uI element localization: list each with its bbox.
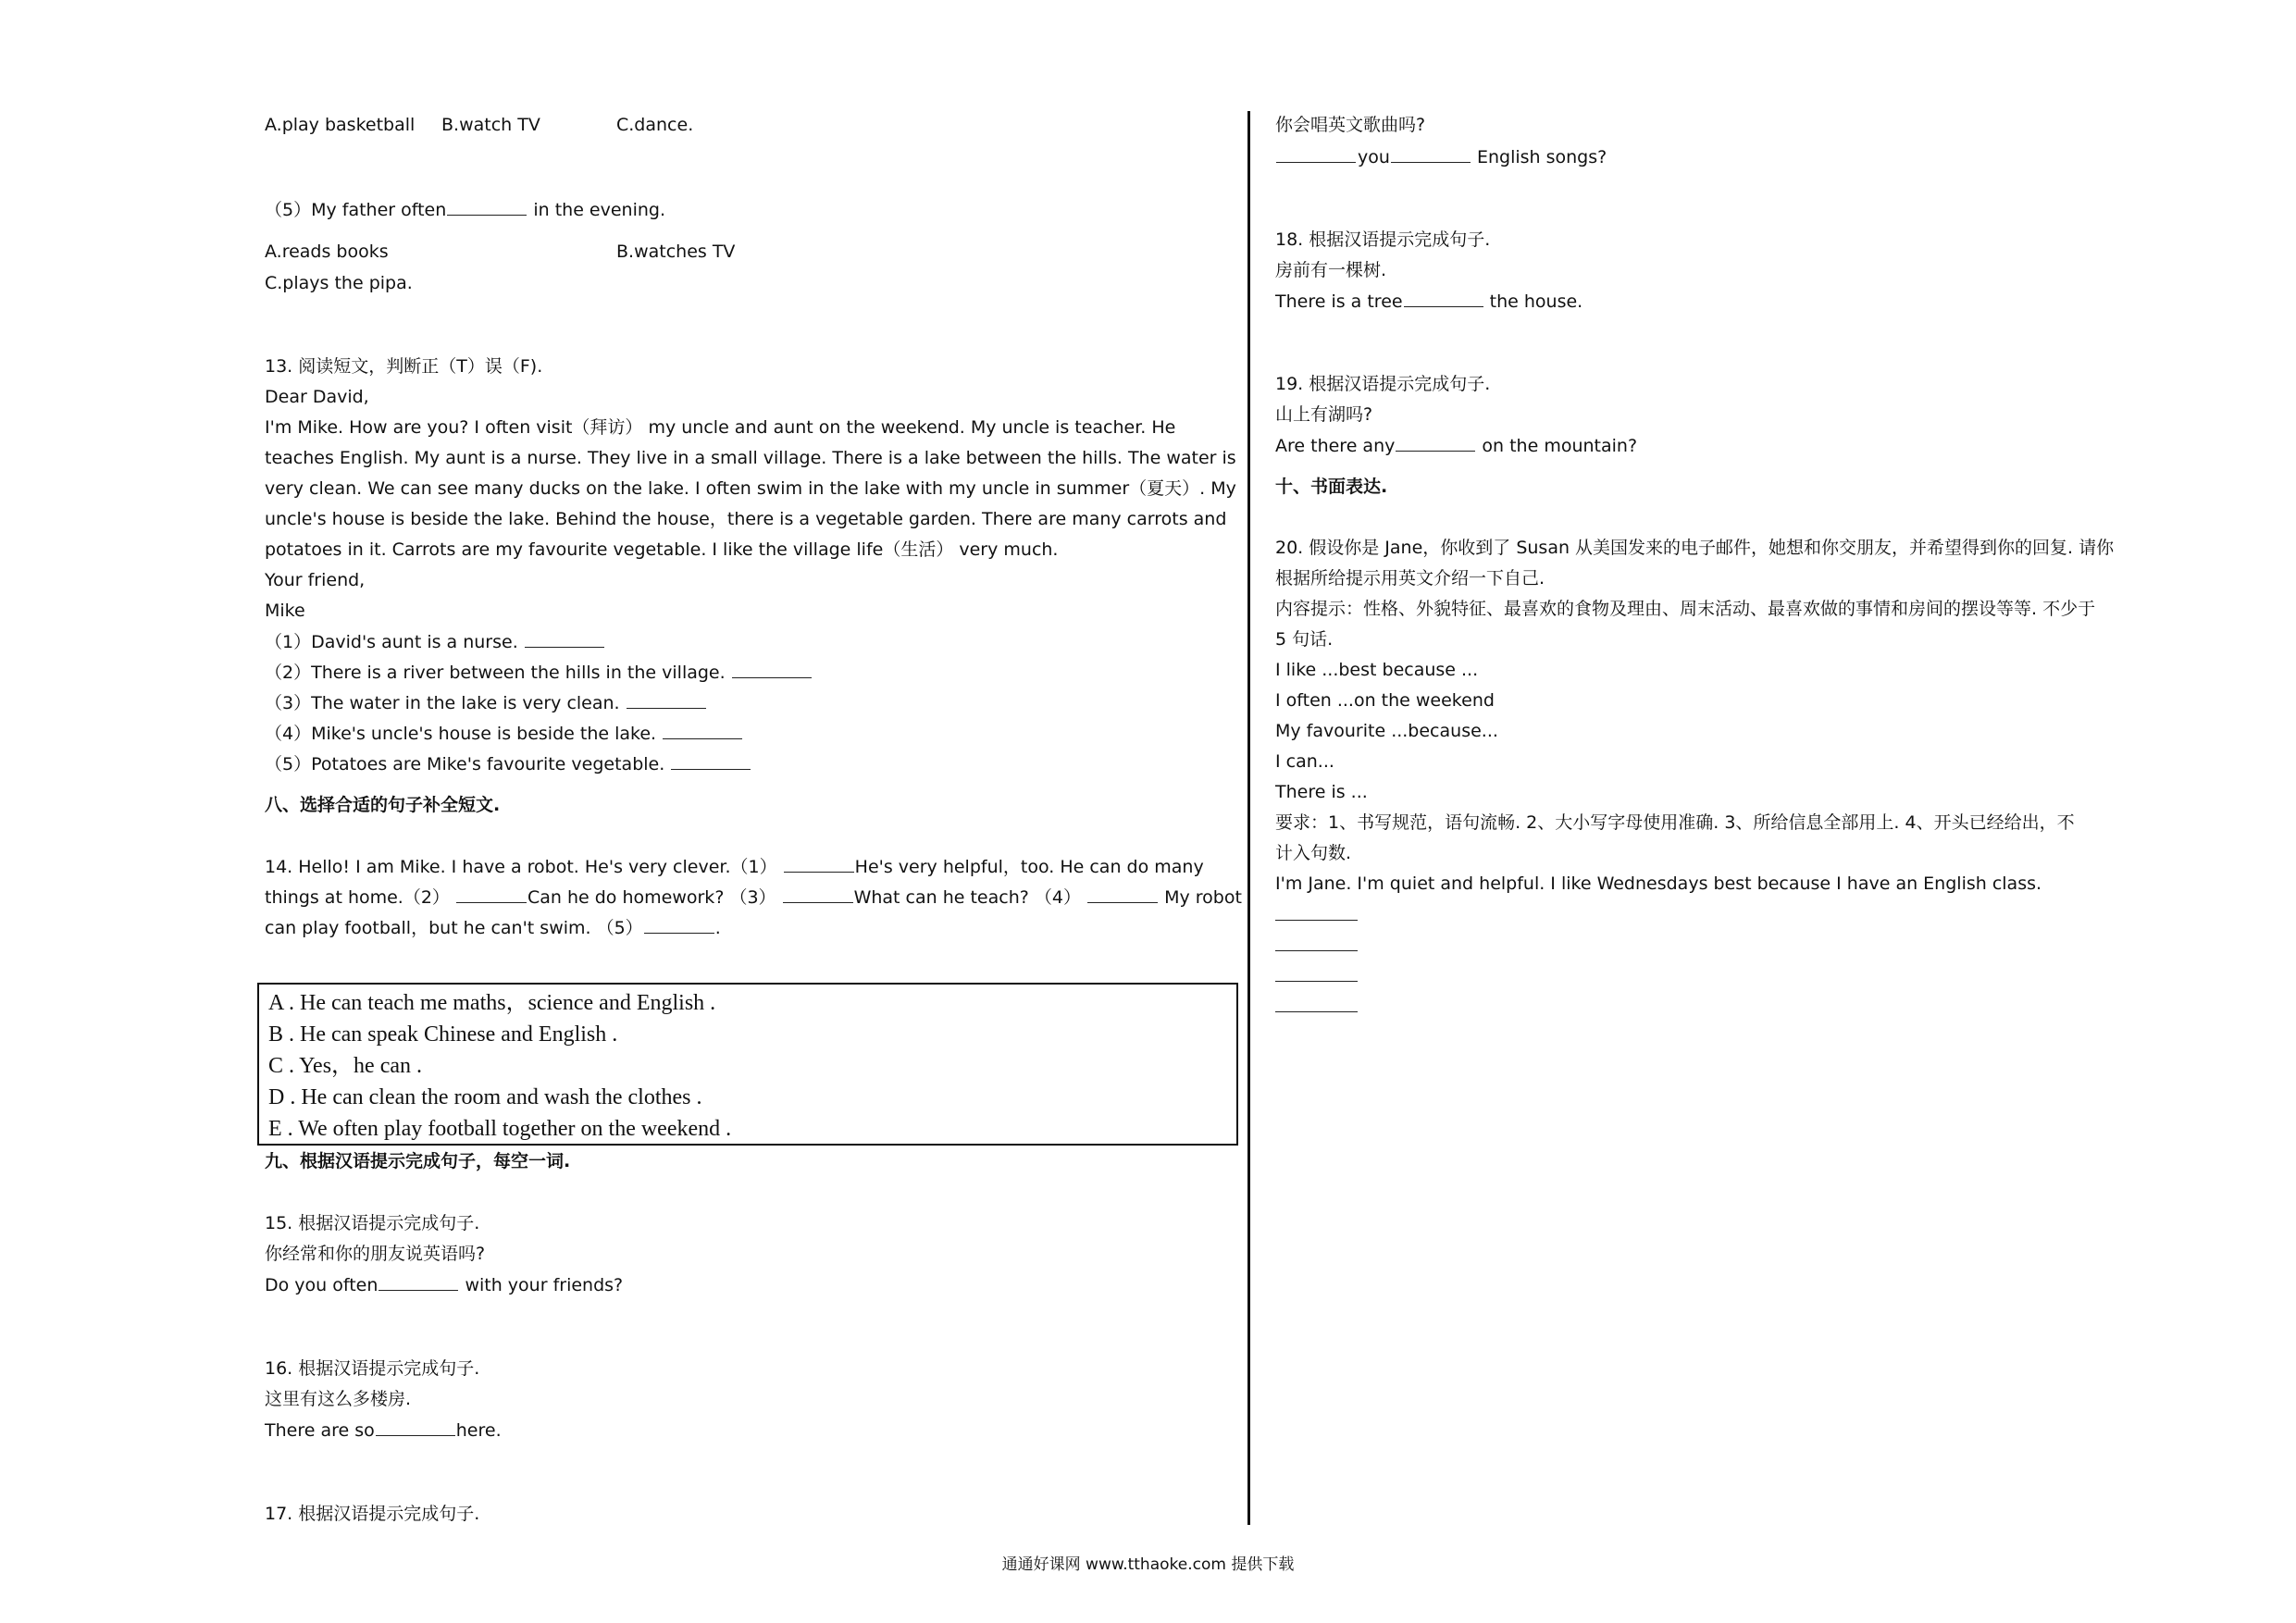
q20-line: I like ...best because ... <box>1275 660 1479 680</box>
q13-passage-line: teaches English. My aunt is a nurse. They live in a small village. There is a lake between the hills. The water is <box>265 448 1236 468</box>
q14-line-2: things at home.（2） Can he do homework? （3） What can he teach? （4） My robot <box>265 887 1242 908</box>
writing-answer-line[interactable] <box>1275 920 1358 921</box>
q15-blank[interactable] <box>379 1273 458 1291</box>
q14-blank-5[interactable] <box>644 916 714 934</box>
q13-passage-line: very clean. We can see many ducks on the lake. I often swim in the lake with my uncle in summer（夏天）. My <box>265 478 1236 499</box>
q14-option-c[interactable]: C . Yes，he can . <box>268 1054 422 1078</box>
q13-passage-line: Your friend, <box>265 570 366 590</box>
q14-line-3: can play football，but he can't swim. （5） . <box>265 918 721 938</box>
q13-item: （1）David's aunt is a nurse. <box>265 630 605 653</box>
q17-blank-2[interactable] <box>1391 145 1471 163</box>
q20-line: 5 句话. <box>1275 629 1334 650</box>
q12-5-prefix: （5）My father often <box>265 200 447 220</box>
q12-5-option-b: B.watches TV <box>616 242 736 262</box>
q12-5-suffix: in the evening. <box>533 200 666 220</box>
q16-sentence: There are so here. <box>265 1420 502 1441</box>
q17-sentence: you English songs? <box>1275 145 1607 168</box>
q13-passage-line: potatoes in it. Carrots are my favourite vegetable. I like the village life（生活） very much. <box>265 539 1059 560</box>
column-divider <box>1247 111 1250 1525</box>
q12-5-blank[interactable] <box>447 198 527 216</box>
q12-4-option-a: A.play basketball <box>265 115 416 135</box>
q15-sentence: Do you often with your friends? <box>265 1275 624 1295</box>
q18-chinese: 房前有一棵树. <box>1275 260 1387 280</box>
q17-title: 17. 根据汉语提示完成句子. <box>265 1504 480 1524</box>
q13-item: （4）Mike's uncle's house is beside the lake. <box>265 722 743 745</box>
section-10-heading: 十、书面表达. <box>1275 477 1388 497</box>
page-footer: 通通好课网 www.tthaoke.com 提供下载 <box>1001 1555 1295 1574</box>
q12-4-option-c: C.dance. <box>616 115 694 135</box>
q15-title: 15. 根据汉语提示完成句子. <box>265 1213 480 1233</box>
q12-5-option-a: A.reads books <box>265 242 389 262</box>
q16-blank[interactable] <box>376 1419 455 1436</box>
q20-line: 要求：1、书写规范，语句流畅. 2、大小写字母使用准确. 3、所给信息全部用上. 4、开头已经给出，不 <box>1275 812 2075 833</box>
q12-5-question <box>265 198 665 221</box>
writing-answer-line[interactable] <box>1275 950 1358 951</box>
q20-line: 20. 假设你是 Jane，你收到了 Susan 从美国发来的电子邮件，她想和你交朋友，并希望得到你的回复. 请你 <box>1275 538 2115 558</box>
q14-blank-3[interactable] <box>783 886 853 903</box>
q13-item: （2）There is a river between the hills in the village. <box>265 661 813 684</box>
q18-sentence: There is a tree the house. <box>1275 291 1583 312</box>
q13-answer-blank[interactable] <box>671 752 751 770</box>
q18-blank[interactable] <box>1404 290 1483 307</box>
q20-line: 根据所给提示用英文介绍一下自己. <box>1275 568 1545 588</box>
q13-item: （3）The water in the lake is very clean. <box>265 691 707 714</box>
q13-passage-line: uncle's house is beside the lake. Behind the house，there is a vegetable garden. There are many carrots and <box>265 509 1227 529</box>
q19-sentence: Are there any on the mountain? <box>1275 436 1638 456</box>
q14-blank-1[interactable] <box>784 855 854 873</box>
q20-line: I can... <box>1275 751 1334 772</box>
q13-passage-line: I'm Mike. How are you? I often visit（拜访） my uncle and aunt on the weekend. My uncle is teacher. He <box>265 417 1176 438</box>
q14-options-box <box>257 983 1238 1146</box>
q14-option-d[interactable]: D . He can clean the room and wash the clothes . <box>268 1085 702 1109</box>
q13-answer-blank[interactable] <box>627 691 706 709</box>
q14-option-b[interactable]: B . He can speak Chinese and English . <box>268 1022 618 1047</box>
q14-option-a[interactable]: A . He can teach me maths，science and English . <box>268 991 716 1015</box>
q12-5-option-c: C.plays the pipa. <box>265 273 413 293</box>
q20-line: I often ...on the weekend <box>1275 690 1495 711</box>
q19-title: 19. 根据汉语提示完成句子. <box>1275 374 1491 394</box>
q17-chinese: 你会唱英文歌曲吗? <box>1275 115 1426 135</box>
q14-blank-4[interactable] <box>1087 886 1158 903</box>
q19-blank[interactable] <box>1396 434 1475 452</box>
writing-answer-line[interactable] <box>1275 981 1358 982</box>
q13-title: 13. 阅读短文，判断正（T）误（F). <box>265 356 543 377</box>
q20-line: 计入句数. <box>1275 843 1352 863</box>
section-9-heading: 九、根据汉语提示完成句子，每空一词. <box>265 1151 571 1171</box>
q13-answer-blank[interactable] <box>732 661 812 678</box>
q14-line-1: 14. Hello! I am Mike. I have a robot. He's very clever.（1） He's very helpful，too. He can do many <box>265 857 1204 877</box>
q17-blank-1[interactable] <box>1276 145 1356 163</box>
q20-line: My favourite ...because... <box>1275 721 1498 741</box>
q13-passage-line: Mike <box>265 601 305 621</box>
q20-line: 内容提示：性格、外貌特征、最喜欢的食物及理由、周末活动、最喜欢做的事情和房间的摆设等等. 不少于 <box>1275 599 2096 619</box>
q16-chinese: 这里有这么多楼房. <box>265 1389 412 1409</box>
q13-passage-line: Dear David, <box>265 387 369 407</box>
q14-option-e[interactable]: E . We often play football together on the weekend . <box>268 1117 732 1141</box>
section-8-heading: 八、选择合适的句子补全短文. <box>265 795 501 815</box>
q20-line: I'm Jane. I'm quiet and helpful. I like Wednesdays best because I have an English class. <box>1275 873 2042 894</box>
q19-chinese: 山上有湖吗? <box>1275 404 1373 425</box>
q18-title: 18. 根据汉语提示完成句子. <box>1275 229 1491 250</box>
writing-answer-line[interactable] <box>1275 1011 1358 1012</box>
q13-item: （5）Potatoes are Mike's favourite vegetable. <box>265 752 751 775</box>
q15-chinese: 你经常和你的朋友说英语吗? <box>265 1244 486 1264</box>
q16-title: 16. 根据汉语提示完成句子. <box>265 1358 480 1379</box>
q14-blank-2[interactable] <box>456 886 527 903</box>
q20-line: There is ... <box>1275 782 1368 802</box>
q13-answer-blank[interactable] <box>663 722 742 739</box>
q12-4-option-b: B.watch TV <box>441 115 540 135</box>
q13-answer-blank[interactable] <box>525 630 604 648</box>
